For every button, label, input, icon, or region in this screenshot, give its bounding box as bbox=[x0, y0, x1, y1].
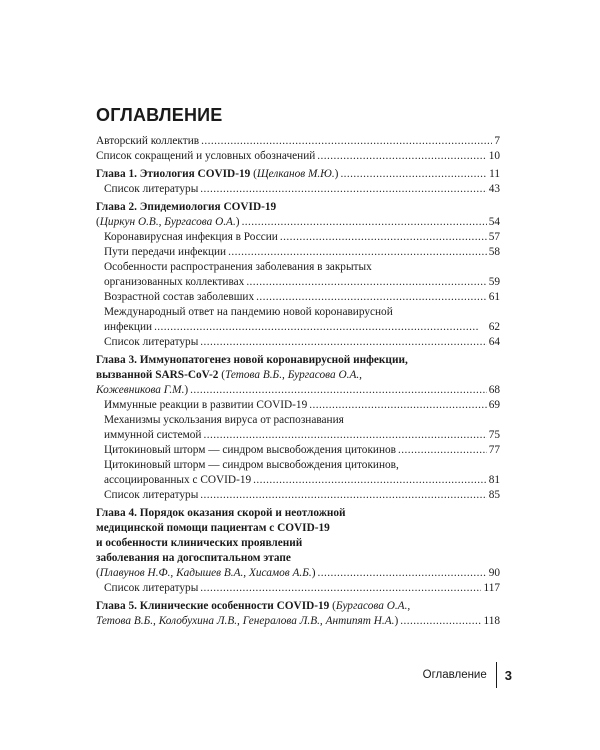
chapter-title-line bbox=[96, 599, 500, 614]
toc-page-number: 68 bbox=[488, 384, 500, 396]
paren-close: ) bbox=[394, 615, 399, 627]
toc-page-number: 75 bbox=[488, 429, 500, 441]
toc-subentry[interactable] bbox=[96, 305, 500, 335]
paren-close: ) bbox=[311, 567, 316, 579]
toc-page-number: 85 bbox=[488, 489, 500, 501]
paren-close: ) bbox=[184, 384, 189, 396]
toc-list bbox=[96, 134, 500, 629]
toc-page-number: 81 bbox=[488, 474, 500, 486]
chapter-title: вызванной SARS-CoV-2 bbox=[96, 369, 219, 381]
chapter-title: Глава 1. Этиология COVID-19 bbox=[96, 168, 251, 180]
toc-entry-text: ассоциированных с COVID-19 bbox=[104, 474, 252, 486]
toc-subentry[interactable] bbox=[96, 260, 500, 290]
leader-dots bbox=[190, 383, 487, 398]
toc-line bbox=[96, 215, 500, 230]
toc-line-text bbox=[104, 398, 307, 413]
toc-subentry[interactable] bbox=[96, 290, 500, 305]
toc-line-text bbox=[104, 320, 152, 335]
toc-page-number: 43 bbox=[488, 183, 500, 195]
chapter-title: Глава 5. Клинические особенности COVID-19 bbox=[96, 600, 330, 612]
toc-line-text bbox=[104, 335, 198, 350]
toc-page-number: 64 bbox=[488, 336, 500, 348]
footer-divider bbox=[496, 662, 497, 688]
toc-subentry[interactable] bbox=[96, 245, 500, 260]
toc-entry-text: иммунной системой bbox=[104, 429, 202, 441]
toc-subentry[interactable] bbox=[96, 335, 500, 350]
toc-page-number: 69 bbox=[488, 399, 500, 411]
toc-page-number: 59 bbox=[488, 276, 500, 288]
toc-entry-text: инфекции bbox=[104, 321, 153, 333]
toc-entry-text: Список сокращений и условных обозначений bbox=[96, 150, 316, 162]
page-title: ОГЛАВЛЕНИЕ bbox=[96, 105, 223, 125]
chapter-title: медицинской помощи пациентам с COVID-19 bbox=[96, 522, 330, 534]
leader-dots bbox=[256, 290, 487, 305]
chapter-authors: Тетова В.Б., Колобухина Л.В., Генералова Л.В., Антипят Н.А. bbox=[96, 615, 395, 627]
leader-dots bbox=[340, 167, 487, 182]
toc-entry-text: Возрастной состав заболевших bbox=[104, 291, 255, 303]
toc-line-text bbox=[104, 443, 396, 458]
toc-line bbox=[104, 335, 500, 350]
toc-line-text bbox=[104, 230, 278, 245]
paren-open: ( bbox=[218, 369, 225, 381]
toc-page-number: 7 bbox=[494, 135, 500, 147]
toc-page-number: 62 bbox=[488, 321, 500, 333]
leader-dots bbox=[203, 428, 486, 443]
toc-chapter[interactable] bbox=[96, 506, 500, 581]
toc-line bbox=[104, 245, 500, 260]
toc-line-text bbox=[104, 182, 198, 197]
toc-entry-text: Список литературы bbox=[104, 489, 199, 501]
leader-dots bbox=[200, 488, 486, 503]
toc-line-text bbox=[96, 149, 315, 164]
toc-line bbox=[96, 614, 500, 629]
toc-entry-text-line: Международный ответ на пандемию новой коронавирусной bbox=[104, 306, 393, 318]
toc-line bbox=[104, 488, 500, 503]
toc-line bbox=[104, 428, 500, 443]
toc-line-text bbox=[104, 428, 201, 443]
toc-line bbox=[96, 134, 500, 149]
paren-open: ( bbox=[96, 216, 100, 228]
toc-chapter[interactable] bbox=[96, 599, 500, 629]
paren-open: ( bbox=[96, 567, 100, 579]
leader-dots bbox=[200, 182, 486, 197]
toc-line-text bbox=[104, 245, 226, 260]
toc-page-number: 54 bbox=[488, 216, 500, 228]
toc-line-text bbox=[96, 383, 188, 398]
leader-dots bbox=[200, 335, 486, 350]
toc-line-text bbox=[104, 473, 251, 488]
leader-dots bbox=[400, 614, 481, 629]
toc-entry-text: Список литературы bbox=[104, 183, 199, 195]
toc-subentry[interactable] bbox=[96, 443, 500, 458]
page-number: 3 bbox=[504, 667, 512, 683]
toc-entry-text-line: Особенности распространения заболевания в закрытых bbox=[104, 261, 372, 273]
toc-page-number: 117 bbox=[483, 582, 500, 594]
chapter-authors: Тетова В.Б., Бургасова О.А., bbox=[224, 369, 362, 381]
toc-line-text bbox=[96, 614, 398, 629]
toc-line bbox=[96, 167, 500, 182]
toc-entry-text: Список литературы bbox=[104, 336, 199, 348]
toc-page-number: 61 bbox=[488, 291, 500, 303]
leader-dots bbox=[200, 581, 481, 596]
toc-line bbox=[104, 290, 500, 305]
chapter-authors: Щелканов М.Ю. bbox=[256, 168, 335, 180]
toc-line-text bbox=[104, 488, 198, 503]
chapter-authors: Кожевникова Г.М. bbox=[96, 384, 185, 396]
toc-line bbox=[104, 275, 500, 290]
toc-subentry[interactable] bbox=[96, 398, 500, 413]
toc-line-text bbox=[96, 134, 199, 149]
toc-page-number: 11 bbox=[489, 168, 500, 180]
leader-dots bbox=[154, 320, 487, 335]
leader-dots bbox=[201, 134, 492, 149]
chapter-title-line bbox=[96, 368, 500, 383]
page-footer bbox=[423, 667, 512, 683]
toc-line bbox=[104, 320, 500, 335]
chapter-title: Глава 4. Порядок оказания скорой и неотложной bbox=[96, 507, 346, 519]
toc-subentry[interactable] bbox=[96, 581, 500, 596]
chapter-title: Глава 3. Иммунопатогенез новой коронавирусной инфекции, bbox=[96, 354, 408, 366]
paren-open: ( bbox=[329, 600, 336, 612]
toc-line-text bbox=[96, 215, 240, 230]
toc-subentry[interactable] bbox=[96, 458, 500, 488]
toc-entry-text: Коронавирусная инфекция в России bbox=[104, 231, 278, 243]
toc-entry-text-line: Механизмы ускользания вируса от распознавания bbox=[104, 414, 344, 426]
toc-line bbox=[104, 230, 500, 245]
toc-subentry[interactable] bbox=[96, 488, 500, 503]
toc-entry-text: Иммунные реакции в развитии COVID-19 bbox=[104, 399, 308, 411]
leader-dots bbox=[317, 149, 486, 164]
leader-dots bbox=[317, 566, 486, 581]
toc-subentry[interactable] bbox=[96, 182, 500, 197]
running-footer-label: Оглавление bbox=[422, 669, 487, 681]
toc-entry-text-line: Цитокиновый шторм — синдром высвобождения цитокинов, bbox=[104, 459, 399, 471]
chapter-authors: Бургасова О.А., bbox=[335, 600, 411, 612]
toc-chapter[interactable] bbox=[96, 200, 500, 230]
toc-entry-text: Пути передачи инфекции bbox=[104, 246, 227, 258]
toc-page-number: 90 bbox=[488, 567, 500, 579]
toc-line-text bbox=[104, 290, 254, 305]
leader-dots bbox=[309, 398, 486, 413]
toc-entry-text: Цитокиновый шторм — синдром высвобождения цитокинов bbox=[104, 444, 397, 456]
toc-page-number: 57 bbox=[488, 231, 500, 243]
toc-page-number: 118 bbox=[483, 615, 500, 627]
toc-line-text bbox=[96, 566, 315, 581]
toc-entry-text: Список литературы bbox=[104, 582, 199, 594]
toc-line bbox=[96, 149, 500, 164]
chapter-title: Глава 2. Эпидемиология COVID-19 bbox=[96, 201, 277, 213]
toc-chapter[interactable] bbox=[96, 353, 500, 398]
leader-dots bbox=[253, 473, 487, 488]
toc-line bbox=[96, 566, 500, 581]
paren-close: ) bbox=[334, 168, 339, 180]
leader-dots bbox=[246, 275, 486, 290]
toc-line-text bbox=[104, 581, 198, 596]
toc-chapter[interactable] bbox=[96, 167, 500, 182]
toc-line bbox=[104, 443, 500, 458]
toc-line bbox=[104, 581, 500, 596]
toc-line-text bbox=[104, 275, 244, 290]
chapter-title: заболевания на догоспитальном этапе bbox=[96, 552, 291, 564]
toc-page-number: 10 bbox=[488, 150, 500, 162]
toc-line bbox=[104, 182, 500, 197]
chapter-authors: Плавунов Н.Ф., Кадышев В.А., Хисамов А.Б. bbox=[99, 567, 312, 579]
chapter-title: и особенности клинических проявлений bbox=[96, 537, 303, 549]
toc-entry-text: Авторский коллектив bbox=[96, 135, 200, 147]
paren-close: ) bbox=[235, 216, 240, 228]
leader-dots bbox=[228, 245, 487, 260]
table-of-contents bbox=[96, 104, 500, 629]
paren-open: ( bbox=[250, 168, 257, 180]
toc-entry[interactable] bbox=[96, 134, 500, 149]
toc-entry[interactable] bbox=[96, 149, 500, 164]
toc-entry-text: организованных коллективах bbox=[104, 276, 245, 288]
toc-subentry[interactable] bbox=[96, 230, 500, 245]
toc-subentry[interactable] bbox=[96, 413, 500, 443]
leader-dots bbox=[242, 215, 487, 230]
toc-line bbox=[96, 383, 500, 398]
toc-line bbox=[104, 398, 500, 413]
toc-page-number: 77 bbox=[488, 444, 500, 456]
chapter-authors: Циркун О.В., Бургасова О.А. bbox=[99, 216, 236, 228]
toc-line bbox=[104, 473, 500, 488]
leader-dots bbox=[398, 443, 487, 458]
leader-dots bbox=[280, 230, 487, 245]
toc-page-number: 58 bbox=[488, 246, 500, 258]
toc-line-text bbox=[96, 167, 338, 182]
